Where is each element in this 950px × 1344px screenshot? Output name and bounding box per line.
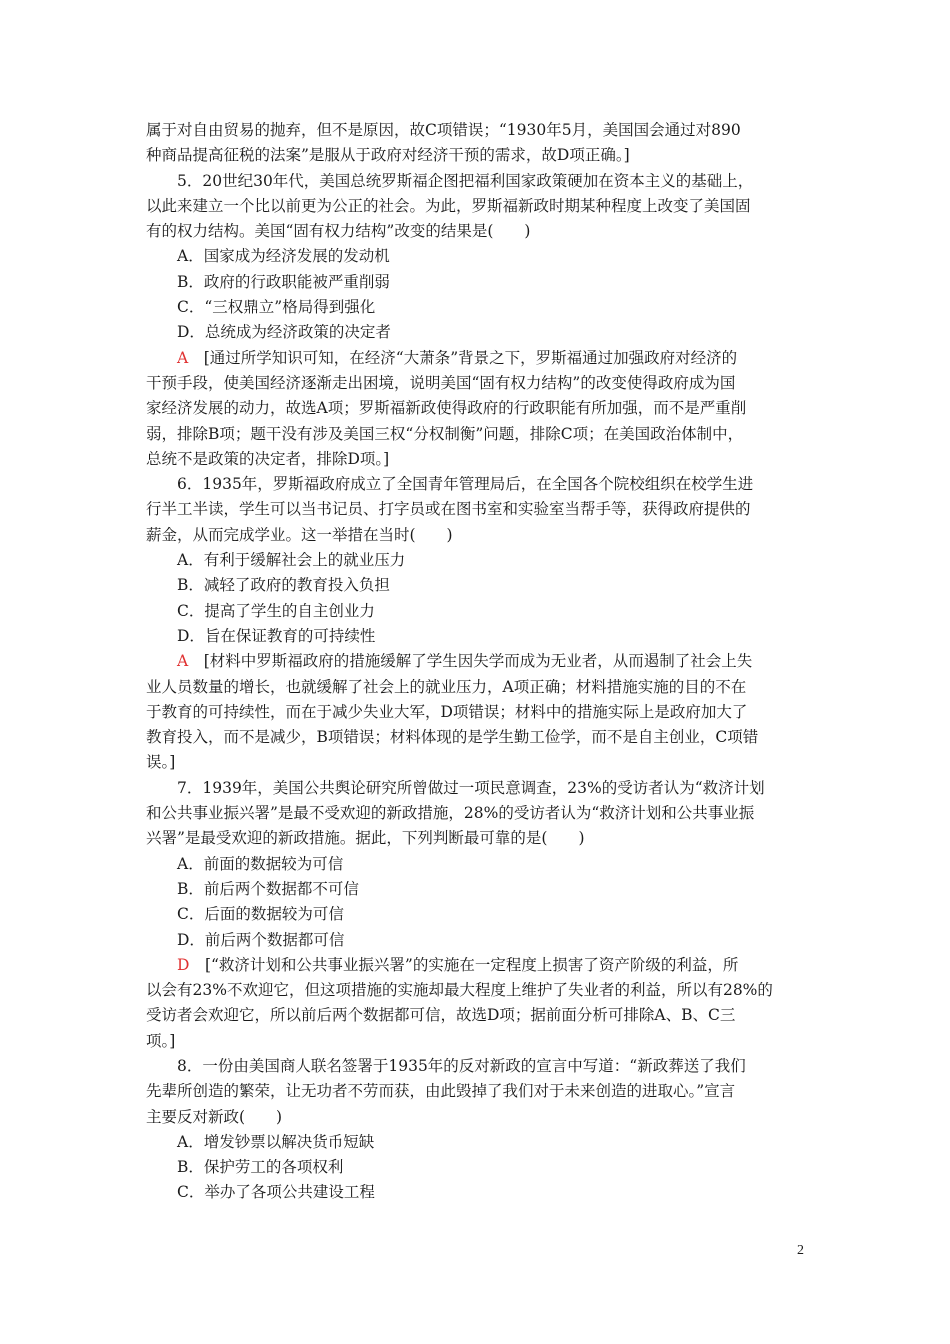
- question-stem: 兴署”是最受欢迎的新政措施。据此，下列判断最可靠的是( ): [146, 829, 585, 848]
- intro-line: 种商品提高征税的法案”是服从于政府对经济干预的需求，故D项正确。]: [146, 146, 630, 165]
- explanation-line: 教育投入，而不是减少，B项错误；材料体现的是学生勤工俭学，而不是自主创业，C项错: [146, 728, 759, 747]
- intro-line: 属于对自由贸易的抛弃，但不是原因，故C项错误；“1930年5月，美国国会通过对890: [146, 121, 741, 139]
- question-stem: 以此来建立一个比以前更为公正的社会。为此，罗斯福新政时期某种程度上改变了美国固: [146, 196, 751, 215]
- answer-letter: D: [177, 955, 190, 974]
- question-stem: 和公共事业振兴署”是最不受欢迎的新政措施，28%的受访者认为“救济计划和公共事业振: [146, 804, 755, 823]
- question-stem: 5．20世纪30年代，美国总统罗斯福企图把福利国家政策硬加在资本主义的基础上，: [177, 171, 754, 190]
- option-a: A．增发钞票以解决货币短缺: [177, 1132, 375, 1151]
- explanation-line: 误。]: [146, 753, 176, 772]
- option-b: B．减轻了政府的教育投入负担: [177, 576, 390, 595]
- question-stem: 8．一份由美国商人联名签署于1935年的反对新政的宣言中写道：“新政葬送了我们: [177, 1056, 746, 1075]
- question-5: [146, 169, 806, 473]
- question-stem: 薪金，从而完成学业。这一举措在当时( ): [146, 525, 453, 544]
- option-a: A．前面的数据较为可信: [177, 854, 344, 873]
- question-stem: 行半工半读，学生可以当书记员、打字员或在图书室和实验室当帮手等，获得政府提供的: [146, 500, 751, 519]
- explanation-line: 于教育的可持续性，而在于减少失业大军，D项错误；材料中的措施实际上是政府加大了: [146, 702, 748, 721]
- option-d: D．总统成为经济政策的决定者: [177, 323, 391, 342]
- question-stem: 7．1939年，美国公共舆论研究所曾做过一项民意调查，23%的受访者认为“救济计划: [177, 778, 765, 797]
- document-page: [146, 118, 806, 1206]
- explanation-line: 业人员数量的增长，也就缓解了社会上的就业压力，A项正确；材料措施实施的目的不在: [146, 677, 747, 696]
- question-6: [146, 472, 806, 776]
- explanation-line: A [材料中罗斯福政府的措施缓解了学生因失学而成为无业者，从而遏制了社会上失: [177, 652, 753, 671]
- option-c: C．提高了学生的自主创业力: [177, 601, 375, 620]
- option-b: B．政府的行政职能被严重削弱: [177, 272, 390, 291]
- option-a: A．国家成为经济发展的发动机: [177, 247, 390, 266]
- explanation-line: 家经济发展的动力，故选A项；罗斯福新政使得政府的行政职能有所加强，而不是严重削: [146, 399, 747, 418]
- option-c: C．举办了各项公共建设工程: [177, 1183, 375, 1202]
- option-b: B．保护劳工的各项权利: [177, 1158, 344, 1177]
- explanation-line: 项。]: [146, 1031, 176, 1050]
- option-c: C．“三权鼎立”格局得到强化: [177, 298, 376, 317]
- explanation-line: 以会有23%不欢迎它，但这项措施的实施却最大程度上维护了失业者的利益，所以有28%的: [146, 981, 773, 1000]
- explanation-line: A [通过所学知识可知，在经济“大萧条”背景之下，罗斯福通过加强政府对经济的: [177, 348, 738, 367]
- option-d: D．旨在保证教育的可持续性: [177, 626, 376, 645]
- question-8: [146, 1054, 806, 1206]
- option-c: C．后面的数据较为可信: [177, 905, 344, 924]
- option-b: B．前后两个数据都不可信: [177, 879, 359, 898]
- page-number: 2: [797, 1243, 804, 1258]
- answer-letter: A: [177, 652, 189, 671]
- explanation-line: 干预手段，使美国经济逐渐走出困境，说明美国“固有权力结构”的改变使得政府成为国: [146, 373, 736, 392]
- question-stem: 有的权力结构。美国“固有权力结构”改变的结果是( ): [146, 222, 531, 241]
- question-stem: 先辈所创造的繁荣，让无功者不劳而获，由此毁掉了我们对于未来创造的进取心。”宣言: [146, 1082, 736, 1101]
- answer-letter: A: [177, 348, 189, 367]
- question-stem: 6．1935年，罗斯福政府成立了全国青年管理局后，在全国各个院校组织在校学生进: [177, 475, 754, 494]
- question-7: [146, 776, 806, 1054]
- question-stem: 主要反对新政( ): [146, 1107, 283, 1126]
- explanation-line: 受访者会欢迎它，所以前后两个数据都可信，故选D项；据前面分析可排除A、B、C三: [146, 1006, 736, 1025]
- explanation-line: D [“救济计划和公共事业振兴署”的实施在一定程度上损害了资产阶级的利益，所: [177, 955, 739, 974]
- explanation-line: 弱，排除B项；题干没有涉及美国三权“分权制衡”问题，排除C项；在美国政治体制中，: [146, 424, 744, 443]
- option-a: A．有利于缓解社会上的就业压力: [177, 551, 406, 570]
- explanation-line: 总统不是政策的决定者，排除D项。]: [146, 449, 390, 468]
- option-d: D．前后两个数据都可信: [177, 930, 345, 949]
